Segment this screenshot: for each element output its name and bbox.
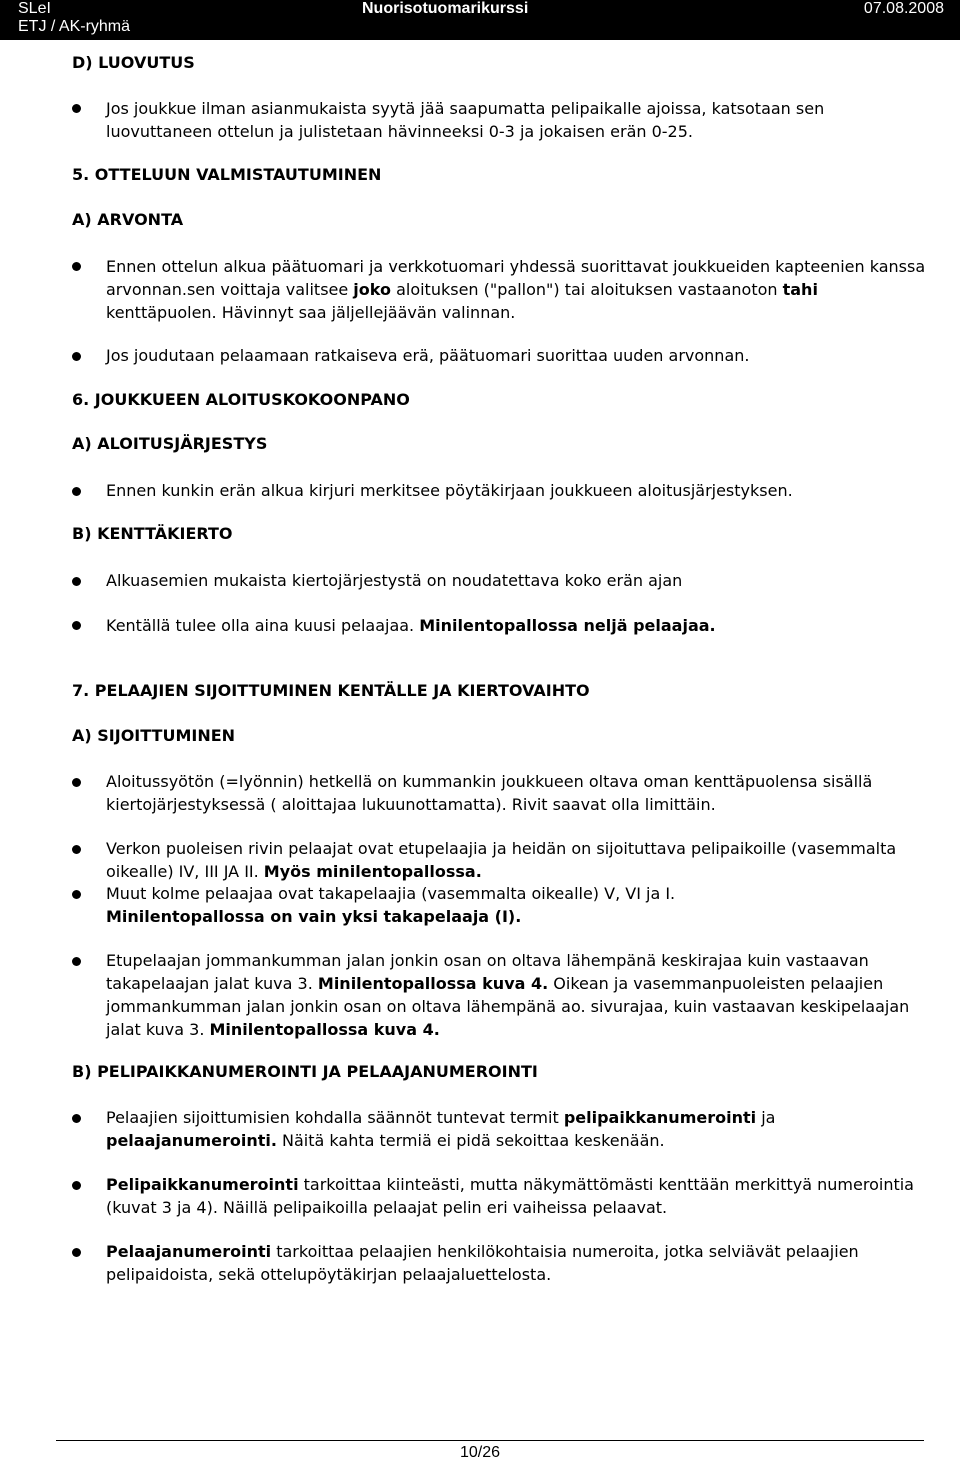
paragraph-takapelaajat: Muut kolme pelaajaa ovat takapelaajia (vasemmalta oikealle) V, VI ja I. Minilentopallossa on vain yksi takapelaaja (I). [106, 884, 676, 926]
header-title: Nuorisotuomarikurssi [362, 0, 529, 17]
subheading-aloitusjarjestys: A) ALOITUSJÄRJESTYS [72, 434, 268, 453]
header-group: ETJ / AK-ryhmä [18, 18, 131, 35]
bullet [72, 845, 81, 854]
subheading-numerointi: B) PELIPAIKKANUMEROINTI JA PELAAJANUMEROINTI [72, 1062, 538, 1081]
bullet [72, 890, 81, 899]
bullet [72, 957, 81, 966]
header-org: SLeI [18, 0, 51, 17]
subheading-kenttakierto: B) KENTTÄKIERTO [72, 524, 233, 543]
bullet [72, 104, 81, 113]
paragraph-pelipaikkanumerointi: Pelipaikkanumerointi tarkoittaa kiinteästi, mutta näkymättömästi kenttään merkittyä numerointia (kuvat 3 ja 4). Näillä pelipaikoilla pelaajat pelin eri vaiheissa pelaavat. [106, 1175, 914, 1217]
paragraph-pelaajanumerointi: Pelaajanumerointi tarkoittaa pelaajien henkilökohtaisia numeroita, jotka selviävät pelaajien pelipaidoista, sekä ottelupöytäkirjan pelaajaluettelosta. [106, 1242, 859, 1284]
bullet [72, 621, 81, 630]
paragraph-aloitusjarjestys: Ennen kunkin erän alkua kirjuri merkitsee pöytäkirjaan joukkueen aloitusjärjestyksen. [106, 481, 793, 500]
bullet [72, 262, 81, 271]
footer-divider [56, 1440, 924, 1441]
bullet [72, 1181, 81, 1190]
paragraph-kiertojarjestys: Alkuasemien mukaista kiertojärjestystä on noudatettava koko erän ajan [106, 571, 683, 590]
paragraph-ratkaiseva: Jos joudutaan pelaamaan ratkaiseva erä, päätuomari suorittaa uuden arvonnan. [106, 346, 750, 365]
paragraph-termit: Pelaajien sijoittumisien kohdalla säännöt tuntevat termit pelipaikkanumerointi ja pelaajanumerointi. Näitä kahta termiä ei pidä sekoittaa keskenään. [106, 1108, 776, 1150]
paragraph-luovutus: Jos joukkue ilman asianmukaista syytä jää saapumatta pelipaikalle ajoissa, katsotaan sen luovuttaneen ottelun ja julistetaan hävinneeksi 0-3 ja jokaisen erän 0-25. [106, 99, 825, 141]
bullet [72, 352, 81, 361]
bullet [72, 1114, 81, 1123]
heading-luovutus: D) LUOVUTUS [72, 53, 195, 72]
bullet [72, 1248, 81, 1257]
subheading-sijoittuminen: A) SIJOITTUMINEN [72, 726, 236, 745]
paragraph-arvonta: Ennen ottelun alkua päätuomari ja verkkotuomari yhdessä suorittavat joukkueiden kapteenien kanssa arvonnan.sen voittaja valitsee joko aloituksen ("pallon") tai aloituksen vastaanoton tahi kenttäpuolen. Hävinnyt saa jäljellejäävän valinnan. [106, 257, 926, 322]
page-header [0, 0, 960, 40]
bullet [72, 487, 81, 496]
paragraph-jalkojen-sijainti: Etupelaajan jommankumman jalan jonkin osan on oltava lähempänä keskirajaa kuin vastaavan takapelaajan jalat kuva 3. Minilentopallossa kuva 4. Oikean ja vasemmanpuoleisten pelaajien jommankumman jalan jonkin osan on oltava lähempänä ao. sivurajaa, kuin vastaavan keskipelaajan jalat kuva 3. Minilentopallossa kuva 4. [106, 951, 910, 1039]
paragraph-etupelaajat: Verkon puoleisen rivin pelaajat ovat etupelaajia ja heidän on sijoituttava pelipaikoille (vasemmalta oikealle) IV, III JA II. Myös minilentopallossa. [106, 839, 897, 881]
bullet [72, 778, 81, 787]
header-date: 07.08.2008 [863, 0, 944, 17]
heading-section-7: 7. PELAAJIEN SIJOITTUMINEN KENTÄLLE JA KIERTOVAIHTO [72, 681, 590, 700]
paragraph-aloitussyotto: Aloitussyötön (=lyönnin) hetkellä on kummankin joukkueen oltava oman kenttäpuolensa sisällä kiertojärjestyksessä ( aloittajaa lukuunottamatta). Rivit saavat olla limittäin. [106, 772, 873, 814]
bullet [72, 577, 81, 586]
page-number: 10/26 [459, 1444, 501, 1461]
paragraph-kuusi-pelaajaa: Kentällä tulee olla aina kuusi pelaajaa. Minilentopallossa neljä pelaajaa. [106, 616, 716, 635]
heading-section-6: 6. JOUKKUEEN ALOITUSKOKOONPANO [72, 390, 410, 409]
subheading-arvonta: A) ARVONTA [72, 210, 184, 229]
heading-section-5: 5. OTTELUUN VALMISTAUTUMINEN [72, 165, 382, 184]
